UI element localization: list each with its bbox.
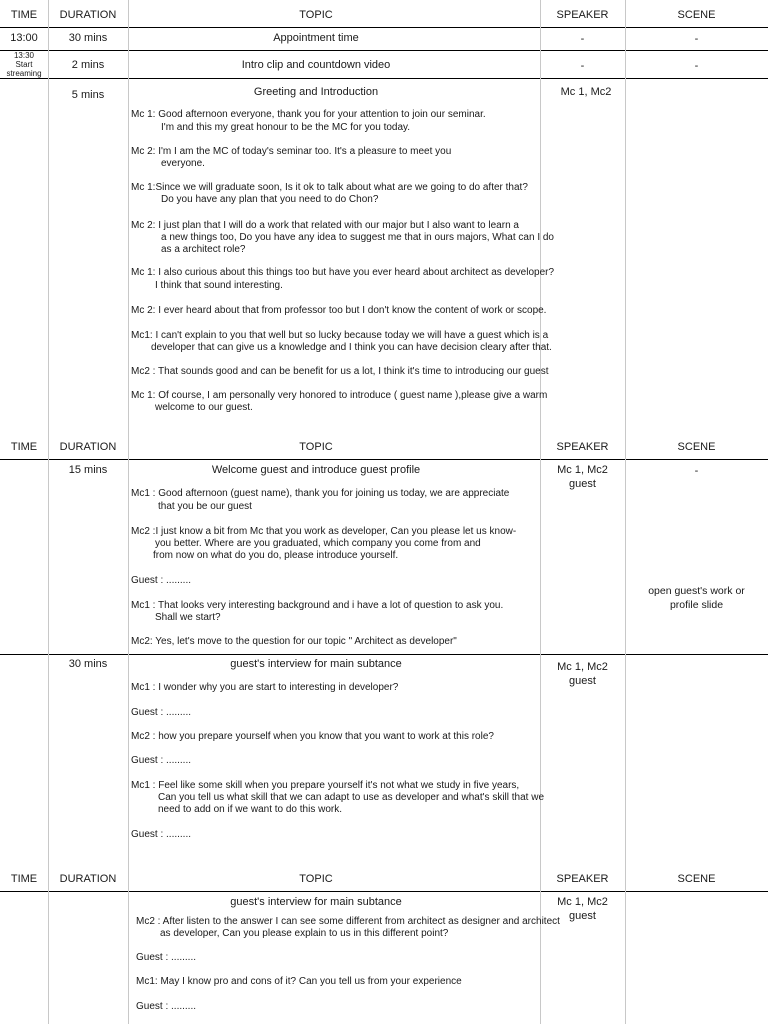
rule-row-1 xyxy=(0,50,768,51)
row2-time-line: streaming xyxy=(6,69,42,78)
script-line: Guest : ......... xyxy=(136,952,197,963)
script-line: Mc1: I can't explain to you that well but so lucky because today we will have a guest which is a xyxy=(131,330,549,341)
col-divider xyxy=(128,870,129,1024)
script-line: I think that sound interesting. xyxy=(155,280,283,291)
script-line: Mc1 : Feel like some skill when you prepare yourself it's not what we study in five years, xyxy=(131,780,520,791)
script-line: Guest : ......... xyxy=(131,829,192,840)
script-line: Mc2 : how you prepare yourself when you know that you want to work at this role? xyxy=(131,731,494,742)
header-speaker: SPEAKER xyxy=(556,873,609,885)
script-line: Can you tell us what skill that we can adapt to use as developer and what's skill that we xyxy=(158,792,545,803)
sec5-speaker: guest xyxy=(569,675,596,687)
script-line: Mc2: Yes, let's move to the question for our topic " Architect as developer" xyxy=(131,636,457,647)
script-line: as developer, Can you please explain to us in this different point? xyxy=(160,928,449,939)
script-line: Mc 1: Good afternoon everyone, thank you for your attention to join our seminar. xyxy=(131,109,486,120)
header-scene: SCENE xyxy=(677,873,716,885)
script-line: Mc 2: I'm I am the MC of today's seminar too. It's a pleasure to meet you xyxy=(131,146,452,157)
header-duration: DURATION xyxy=(59,873,117,885)
script-line: that you be our guest xyxy=(158,501,252,512)
col-divider xyxy=(48,870,49,1024)
header-time: TIME xyxy=(10,441,38,453)
script-line: a new things too, Do you have any idea to suggest me that in ours majors, What can I do xyxy=(161,232,554,243)
script-line: Shall we start? xyxy=(155,612,221,623)
header-duration: DURATION xyxy=(59,9,117,21)
col-divider xyxy=(540,438,541,872)
header-scene: SCENE xyxy=(677,9,716,21)
script-line: from now on what do you do, please introduce yourself. xyxy=(153,550,399,561)
script-line: Mc1 : I wonder why you are start to interesting in developer? xyxy=(131,682,399,693)
script-line: Guest : ......... xyxy=(131,755,192,766)
col-divider xyxy=(540,870,541,1024)
script-line: Mc 1: I also curious about this things too but have you ever heard about architect as developer? xyxy=(131,267,555,278)
rule-row-4 xyxy=(0,654,768,655)
rule-row-2 xyxy=(0,78,768,79)
script-line: Guest : ......... xyxy=(131,575,192,586)
sec4-duration: 15 mins xyxy=(68,464,108,476)
row1-time: 13:00 xyxy=(10,32,38,44)
sec5-title: guest's interview for main subtance xyxy=(230,658,402,670)
script-line: as a architect role? xyxy=(161,244,246,255)
header-time: TIME xyxy=(10,9,38,21)
row2-time-line: 13:30 xyxy=(13,51,35,60)
script-line: I'm and this my great honour to be the MC for you today. xyxy=(161,122,411,133)
header-time: TIME xyxy=(10,873,38,885)
script-line: developer that can give us a knowledge and I think you can have decision cleary after that. xyxy=(151,342,552,353)
sec3-title: Greeting and Introduction xyxy=(253,86,379,98)
row2-time-line: Start xyxy=(15,60,33,69)
sec4-title: Welcome guest and introduce guest profile xyxy=(211,464,421,476)
col-divider xyxy=(625,438,626,872)
script-line: Mc2 : That sounds good and can be benefit for us a lot, I think it's time to introducing our guest xyxy=(131,366,549,377)
rule-header-1 xyxy=(0,27,768,28)
script-line: Guest : ......... xyxy=(131,707,192,718)
row2-topic: Intro clip and countdown video xyxy=(241,59,391,71)
col-divider xyxy=(128,438,129,872)
sec4-scene-note: open guest's work or xyxy=(648,585,745,597)
sec5-speaker: Mc 1, Mc2 xyxy=(557,661,608,673)
script-line: everyone. xyxy=(161,158,205,169)
header-topic: TOPIC xyxy=(299,441,333,453)
script-line: Do you have any plan that you need to do Chon? xyxy=(161,194,379,205)
header-duration: DURATION xyxy=(59,441,117,453)
script-line: you better. Where are you graduated, which company you come from and xyxy=(155,538,481,549)
script-line: Mc1: May I know pro and cons of it? Can you tell us from your experience xyxy=(136,976,462,987)
script-line: Mc1 : Good afternoon (guest name), thank you for joining us today, we are appreciate xyxy=(131,488,510,499)
header-speaker: SPEAKER xyxy=(556,441,609,453)
rule-header-2 xyxy=(0,459,768,460)
sec5-duration: 30 mins xyxy=(68,658,108,670)
sec4-scene-dash: - xyxy=(694,465,699,477)
script-line: Mc 2: I ever heard about that from professor too but I don't know the content of work or scope. xyxy=(131,305,547,316)
row1-topic: Appointment time xyxy=(273,32,359,44)
sec4-speaker: guest xyxy=(569,478,596,490)
script-line: Guest : ......... xyxy=(136,1001,197,1012)
sec4-scene-note: profile slide xyxy=(669,599,724,611)
script-line: need to add on if we want to do this work. xyxy=(158,804,342,815)
header-topic: TOPIC xyxy=(299,873,333,885)
row2-speaker: - xyxy=(580,60,585,72)
header-topic: TOPIC xyxy=(299,9,333,21)
script-line: Mc2 :I just know a bit from Mc that you work as developer, Can you please let us know- xyxy=(131,526,517,537)
script-line: Mc1 : That looks very interesting background and i have a lot of question to ask you. xyxy=(131,600,504,611)
rule-header-3 xyxy=(0,891,768,892)
sec4-speaker: Mc 1, Mc2 xyxy=(557,464,608,476)
sec6-speaker: Mc 1, Mc2 xyxy=(557,896,608,908)
header-speaker: SPEAKER xyxy=(556,9,609,21)
script-line: Mc 1:Since we will graduate soon, Is it ok to talk about what are we going to do after that? xyxy=(131,182,528,193)
sec6-speaker: guest xyxy=(569,910,596,922)
script-line: Mc 1: Of course, I am personally very honored to introduce ( guest name ),please give a warm xyxy=(131,390,548,401)
sec6-title: guest's interview for main subtance xyxy=(230,896,402,908)
script-line: Mc 2: I just plan that I will do a work that related with our major but I also want to learn a xyxy=(131,220,519,231)
sec3-duration: 5 mins xyxy=(71,89,105,101)
script-line: welcome to our guest. xyxy=(155,402,253,413)
header-scene: SCENE xyxy=(677,441,716,453)
row2-duration: 2 mins xyxy=(71,59,105,71)
script-line: Mc2 : After listen to the answer I can see some different from architect as designer and architect xyxy=(136,916,560,927)
sec3-speaker: Mc 1, Mc2 xyxy=(560,86,612,98)
col-divider xyxy=(625,870,626,1024)
row1-duration: 30 mins xyxy=(68,32,108,44)
col-divider xyxy=(48,438,49,872)
row1-scene: - xyxy=(694,33,699,45)
row2-scene: - xyxy=(694,60,699,72)
row1-speaker: - xyxy=(580,33,585,45)
